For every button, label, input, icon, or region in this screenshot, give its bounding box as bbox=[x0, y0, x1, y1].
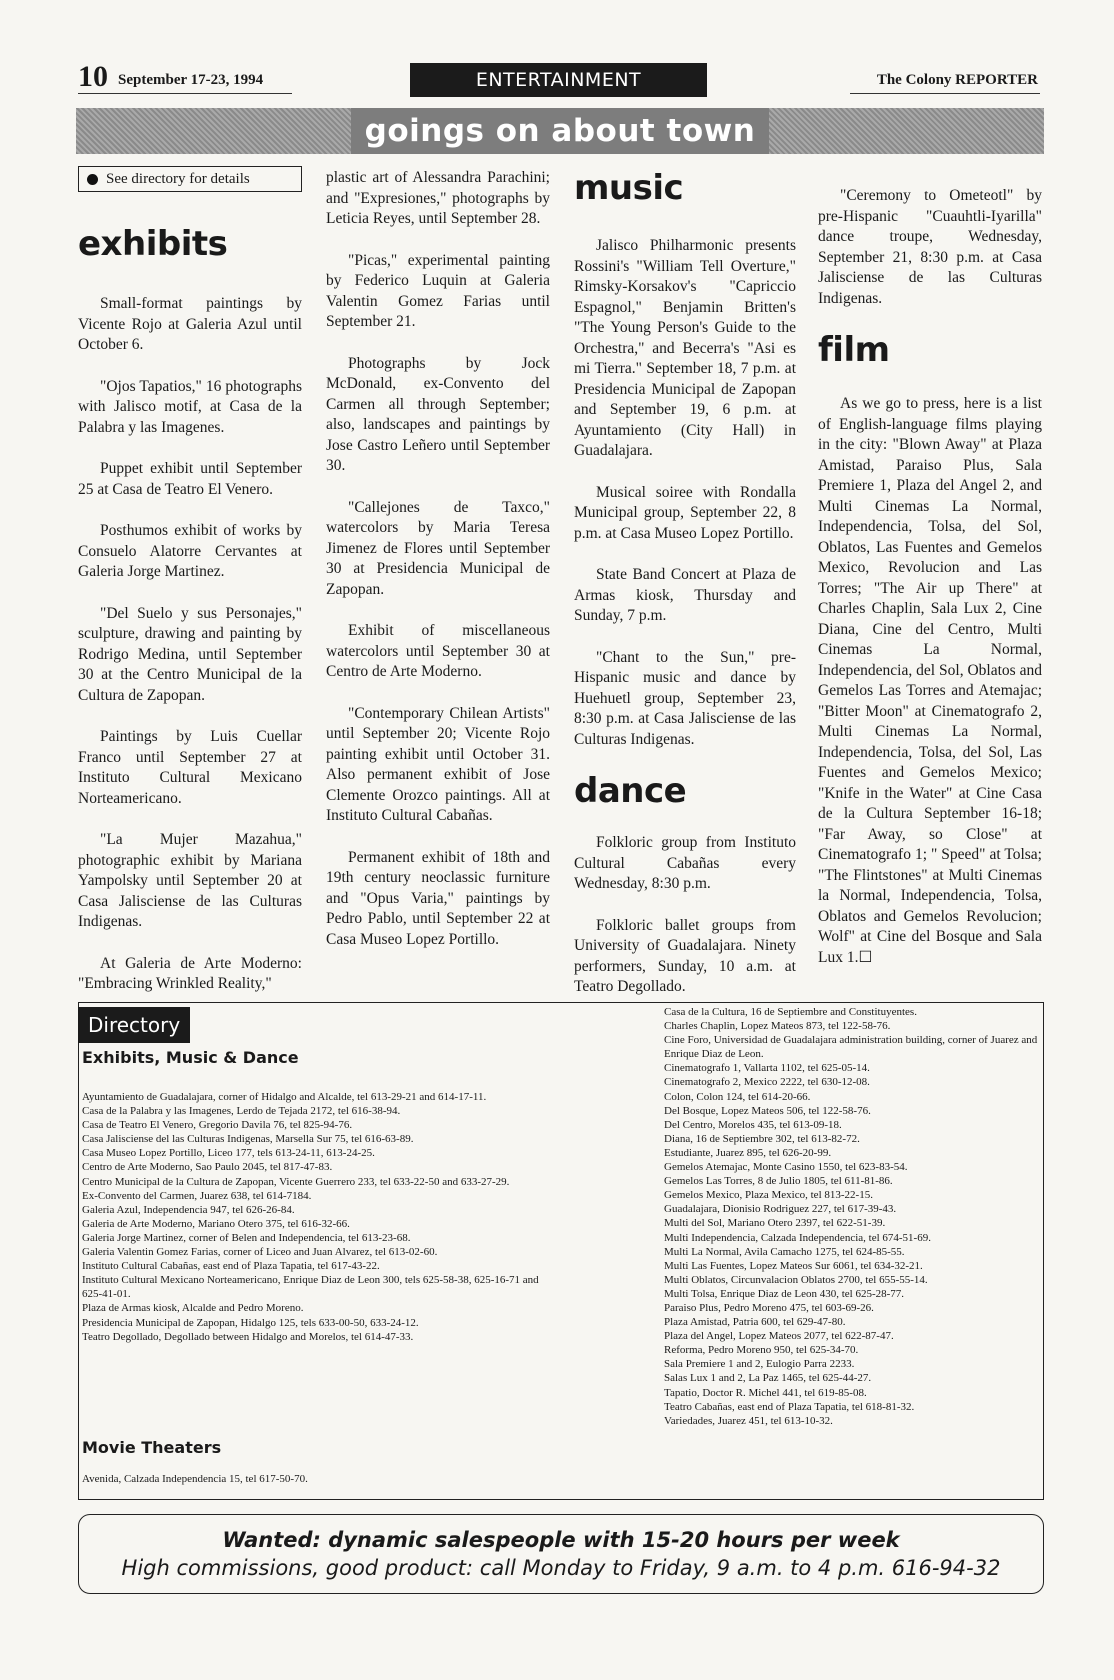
column-1 bbox=[78, 166, 302, 1016]
exhibit-item: At Galeria de Arte Moderno: "Embracing Wrinkled Reality," bbox=[78, 954, 302, 992]
exhibit-item: Puppet exhibit until September 25 at Casa de Teatro El Venero. bbox=[78, 460, 302, 498]
directory-entry: Del Bosque, Lopez Mateos 506, tel 122-58-76. bbox=[664, 1104, 871, 1117]
directory-entry: Plaza Amistad, Patria 600, tel 629-47-80. bbox=[664, 1316, 846, 1329]
exhibit-item: Small-format paintings by Vicente Rojo at Galeria Azul until October 6. bbox=[78, 295, 302, 353]
exhibit-item: Permanent exhibit of 18th and 19th century neoclassic furniture and "Opus Varia," paintings by Pedro Pablo, until September 22 at Casa Museo Lopez Portillo. bbox=[326, 848, 550, 948]
directory-entry: Gemelos Las Torres, 8 de Julio 1805, tel 611-81-86. bbox=[664, 1175, 893, 1188]
directory-title: Directory bbox=[78, 1007, 190, 1043]
directory-entry: Casa Museo Lopez Portillo, Liceo 177, tels 613-24-11, 613-24-25. bbox=[82, 1147, 375, 1160]
directory-entry: Presidencia Municipal de Zapopan, Hidalgo 125, tels 633-00-50, 633-24-12. bbox=[82, 1316, 419, 1329]
directory-entry: Charles Chaplin, Lopez Mateos 873, tel 122-58-76. bbox=[664, 1020, 891, 1033]
directory-entry: Instituto Cultural Cabañas, east end of Plaza Tapatia, tel 617-43-22. bbox=[82, 1260, 380, 1273]
exhibit-item: "Callejones de Taxco," watercolors by Maria Teresa Jimenez de Flores until September 30 at Presidencia Municipal de Zapopan. bbox=[326, 498, 550, 598]
directory-entry: Multi del Sol, Mariano Otero 2397, tel 622-51-39. bbox=[664, 1217, 886, 1230]
column-3 bbox=[574, 168, 796, 1019]
bullet-icon bbox=[87, 174, 98, 185]
directory-subheading-movies: Movie Theaters bbox=[82, 1438, 222, 1457]
directory-entry: Paraiso Plus, Pedro Moreno 475, tel 603-69-26. bbox=[664, 1301, 874, 1314]
section-label: ENTERTAINMENT bbox=[410, 63, 707, 97]
directory-entry: Centro de Arte Moderno, Sao Paulo 2045, tel 817-47-83. bbox=[82, 1161, 333, 1174]
directory-entry: Teatro Degollado, Degollado between Hidalgo and Morelos, tel 614-47-33. bbox=[82, 1330, 414, 1343]
page-number: 10 bbox=[78, 60, 108, 93]
film-heading: film bbox=[818, 330, 890, 370]
directory-entry: Galeria Azul, Independencia 947, tel 626-26-84. bbox=[82, 1203, 295, 1216]
directory-list-theaters-left bbox=[82, 1472, 550, 1486]
directory-entry: Casa de la Cultura, 16 de Septiembre and Constituyentes. bbox=[664, 1006, 917, 1018]
film-text: As we go to press, here is a list of English-language films playing in the city: "Blown Away" at Plaza Amistad, Paraiso Plus, Sala Premiere 1, Plaza del Angel 2, and Multi Cinemas La Normal, Independencia, Tolsa, del Sol, Oblatos, Las Fuentes and Gemelos Mexico, Revolucion and Las Torres; "The Air up There" at Charles Chaplin, Sala Lux 2, Cine Diana, Cine del Centro, Multi Cinemas La Normal, Independencia, del Sol, Oblatos and Gemelos Las Torres and Atemajac; "Bitter Moon" at Cinematografo 2, Multi Cinemas La Normal, Independencia, Tolsa, del Sol, Las Fuentes and Gemelos Mexico; "Knife in the Water" at Cine Casa de la Cultura September 16-18; "Far Away, so Close" at Cinematografo 1; " Speed" at Tolsa; "The Flintstones" at Multi Cinemas la Normal, Independencia, Tolsa, Oblatos and Gemelos Revolucion; Wolf" at Cine del Bosque and Sala Lux 1. bbox=[818, 395, 1042, 966]
exhibits-heading: exhibits bbox=[78, 224, 228, 264]
exhibit-item: "La Mujer Mazahua," photographic exhibit by Mariana Yampolsky until September 20 at Casa Jalisciense de las Culturas Indigenas. bbox=[78, 831, 302, 930]
directory-entry: Salas Lux 1 and 2, La Paz 1465, tel 625-44-27. bbox=[664, 1372, 872, 1385]
see-directory-text: See directory for details bbox=[106, 170, 250, 187]
paper-name: The Colony REPORTER bbox=[876, 72, 1038, 88]
exhibit-item: Paintings by Luis Cuellar Franco until September 27 at Instituto Cultural Mexicano Norteamericano. bbox=[78, 728, 302, 807]
classified-ad bbox=[78, 1514, 1044, 1594]
header-rule-right bbox=[850, 93, 1040, 94]
issue-date: September 17-23, 1994 bbox=[118, 72, 264, 88]
directory-entry: Del Centro, Morelos 435, tel 613-09-18. bbox=[664, 1118, 842, 1131]
exhibit-item: Exhibit of miscellaneous watercolors until September 30 at Centro de Arte Moderno. bbox=[326, 622, 550, 680]
exhibit-item: Photographs by Jock McDonald, ex-Convento del Carmen all through September; also, landscapes and paintings by Jose Castro Leñero until September 30. bbox=[326, 354, 550, 474]
directory-entry: Multi Tolsa, Enrique Diaz de Leon 430, tel 625-28-77. bbox=[664, 1287, 905, 1300]
directory-entry: Plaza del Angel, Lopez Mateos 2077, tel 622-87-47. bbox=[664, 1330, 894, 1343]
directory-entry: Cinematografo 2, Mexico 2222, tel 630-12-08. bbox=[664, 1076, 870, 1089]
see-directory-box bbox=[78, 166, 302, 192]
directory-entry: Gemelos Mexico, Plaza Mexico, tel 813-22-15. bbox=[664, 1189, 873, 1202]
dance-item: Folkloric group from Instituto Cultural Cabañas every Wednesday, 8:30 p.m. bbox=[574, 834, 796, 892]
directory-entry: Centro Municipal de la Cultura de Zapopan, Vicente Guerrero 233, tel 633-22-50 and 633-27-29. bbox=[82, 1175, 510, 1188]
film-listing bbox=[818, 394, 1042, 968]
exhibit-item: Posthumos exhibit of works by Consuelo Alatorre Cervantes at Galeria Jorge Martinez. bbox=[78, 522, 302, 580]
directory-entry: Multi Oblatos, Circunvalacion Oblatos 2700, tel 655-55-14. bbox=[664, 1273, 928, 1286]
directory-entry: Avenida, Calzada Independencia 15, tel 617-50-70. bbox=[82, 1473, 308, 1485]
directory-subheading-exhibits: Exhibits, Music & Dance bbox=[82, 1048, 299, 1067]
dance-heading: dance bbox=[574, 771, 687, 811]
directory-entry: Casa de la Palabra y las Imagenes, Lerdo de Tejada 2172, tel 616-38-94. bbox=[82, 1105, 401, 1118]
music-item: State Band Concert at Plaza de Armas kiosk, Thursday and Sunday, 7 p.m. bbox=[574, 566, 796, 624]
directory-entry: Multi Las Fuentes, Lopez Mateos Sur 6061, tel 634-32-21. bbox=[664, 1259, 923, 1272]
header-rule-left bbox=[78, 93, 292, 94]
directory-entry: Cine Foro, Universidad de Guadalajara administration building, corner of Juarez and Enrique Diaz de Leon. bbox=[664, 1034, 1038, 1061]
dance-item: Folkloric ballet groups from University of Guadalajara. Ninety performers, Sunday, 10 a.m. at Teatro Degollado. bbox=[574, 916, 796, 995]
directory-entry: Diana, 16 de Septiembre 302, tel 613-82-72. bbox=[664, 1132, 860, 1145]
exhibit-item: "Picas," experimental painting by Federico Luquin at Galeria Valentin Gomez Farias until September 21. bbox=[326, 251, 550, 330]
section-banner bbox=[76, 108, 1044, 154]
directory-entry: Tapatio, Doctor R. Michel 441, tel 619-85-08. bbox=[664, 1386, 867, 1399]
directory-entry: Galeria Jorge Martinez, corner of Belen and Independencia, tel 613-23-68. bbox=[82, 1231, 411, 1244]
directory-entry: Variedades, Juarez 451, tel 613-10-32. bbox=[664, 1414, 833, 1427]
directory-entry: Sala Premiere 1 and 2, Eulogio Parra 2233. bbox=[664, 1358, 855, 1371]
exhibit-item: "Ojos Tapatios," 16 photographs with Jalisco motif, at Casa de la Palabra y las Imagenes. bbox=[78, 377, 302, 436]
column-4 bbox=[818, 186, 1042, 968]
directory-entry: Plaza de Armas kiosk, Alcalde and Pedro Moreno. bbox=[82, 1302, 304, 1315]
directory-entry: Casa de Teatro El Venero, Gregorio Davila 76, tel 825-94-76. bbox=[82, 1119, 353, 1132]
music-item: "Chant to the Sun," pre-Hispanic music and dance by Huehuetl group, September 23, 8:30 p.m. at Casa Jalisciense de las Culturas Indigenas. bbox=[574, 648, 796, 748]
directory-entry: Galeria de Arte Moderno, Mariano Otero 375, tel 616-32-66. bbox=[82, 1217, 350, 1230]
ad-line-2: High commissions, good product: call Monday to Friday, 9 a.m. to 4 p.m. 616-94-32 bbox=[121, 1556, 1001, 1580]
directory-list-venues bbox=[82, 1090, 550, 1344]
music-heading: music bbox=[574, 168, 684, 208]
directory-entry: Colon, Colon 124, tel 614-20-66. bbox=[664, 1090, 811, 1103]
directory-list-theaters bbox=[664, 1005, 1042, 1428]
directory-entry: Cinematografo 1, Vallarta 1102, tel 625-05-14. bbox=[664, 1062, 870, 1075]
music-item: "Ceremony to Ometeotl" by pre-Hispanic "Cuauhtli-Iyarilla" dance troupe, Wednesday, September 21, 8:30 p.m. at Casa Jalisciense de las Culturas Indigenas. bbox=[818, 187, 1042, 307]
music-item: Musical soiree with Rondalla Municipal group, September 22, 8 p.m. at Casa Museo Lopez Portillo. bbox=[574, 483, 796, 542]
ad-line-1: Wanted: dynamic salespeople with 15-20 hours per week bbox=[222, 1528, 900, 1552]
column-2 bbox=[326, 168, 550, 971]
music-item: Jalisco Philharmonic presents Rossini's "William Tell Overture," Rimsky-Korsakov's "Capriccio Espagnol," Benjamin Britten's "The Young Person's Guide to the Orchestra," and Becerra's "Asi es mi Tierra." September 18, 7 p.m. at Presidencia Municipal de Zapopan and September 19, 6 p.m. at Ayuntamiento (City Hall) in Guadalajara. bbox=[574, 237, 796, 459]
directory-entry: Reforma, Pedro Moreno 950, tel 625-34-70. bbox=[664, 1344, 859, 1357]
directory-entry: Gemelos Atemajac, Monte Casino 1550, tel 623-83-54. bbox=[664, 1161, 908, 1174]
directory-entry: Ex-Convento del Carmen, Juarez 638, tel 614-7184. bbox=[82, 1189, 312, 1202]
directory-entry: Casa Jalisciense del las Culturas Indigenas, Marsella Sur 75, tel 616-63-89. bbox=[82, 1133, 414, 1146]
directory-entry: Teatro Cabañas, east end of Plaza Tapatia, tel 618-81-32. bbox=[664, 1400, 915, 1413]
directory-entry: Multi Independencia, Calzada Independencia, tel 674-51-69. bbox=[664, 1231, 931, 1244]
banner-title: goings on about town bbox=[351, 108, 770, 154]
directory-entry: Estudiante, Juarez 895, tel 626-20-99. bbox=[664, 1146, 832, 1159]
directory-entry: Galeria Valentin Gomez Farias, corner of Liceo and Juan Alvarez, tel 613-02-60. bbox=[82, 1246, 438, 1259]
directory-entry: Guadalajara, Dionisio Rodriguez 227, tel 617-39-43. bbox=[664, 1203, 897, 1216]
exhibit-item: "Del Suelo y sus Personajes," sculpture, drawing and painting by Rodrigo Medina, until September 30 at the Centro Municipal de la Cultura de Zapopan. bbox=[78, 604, 302, 704]
directory-entry: Instituto Cultural Mexicano Norteamericano, Enrique Diaz de Leon 300, tels 625-58-38, 625-16-71 and 625-41-01. bbox=[82, 1274, 539, 1301]
directory-entry: Ayuntamiento de Guadalajara, corner of Hidalgo and Alcalde, tel 613-29-21 and 614-17-11. bbox=[82, 1091, 487, 1103]
directory-entry: Multi La Normal, Avila Camacho 1275, tel 624-85-55. bbox=[664, 1245, 905, 1258]
exhibit-item: "Contemporary Chilean Artists" until September 20; Vicente Rojo painting exhibit until October 31. Also permanent exhibit of Jose Clemente Orozco paintings. All at Instituto Cultural Cabañas. bbox=[326, 704, 550, 824]
exhibit-item: plastic art of Alessandra Parachini; and "Expresiones," photographs by Leticia Reyes, until September 28. bbox=[326, 169, 550, 227]
end-mark-icon: ☐ bbox=[858, 948, 873, 966]
